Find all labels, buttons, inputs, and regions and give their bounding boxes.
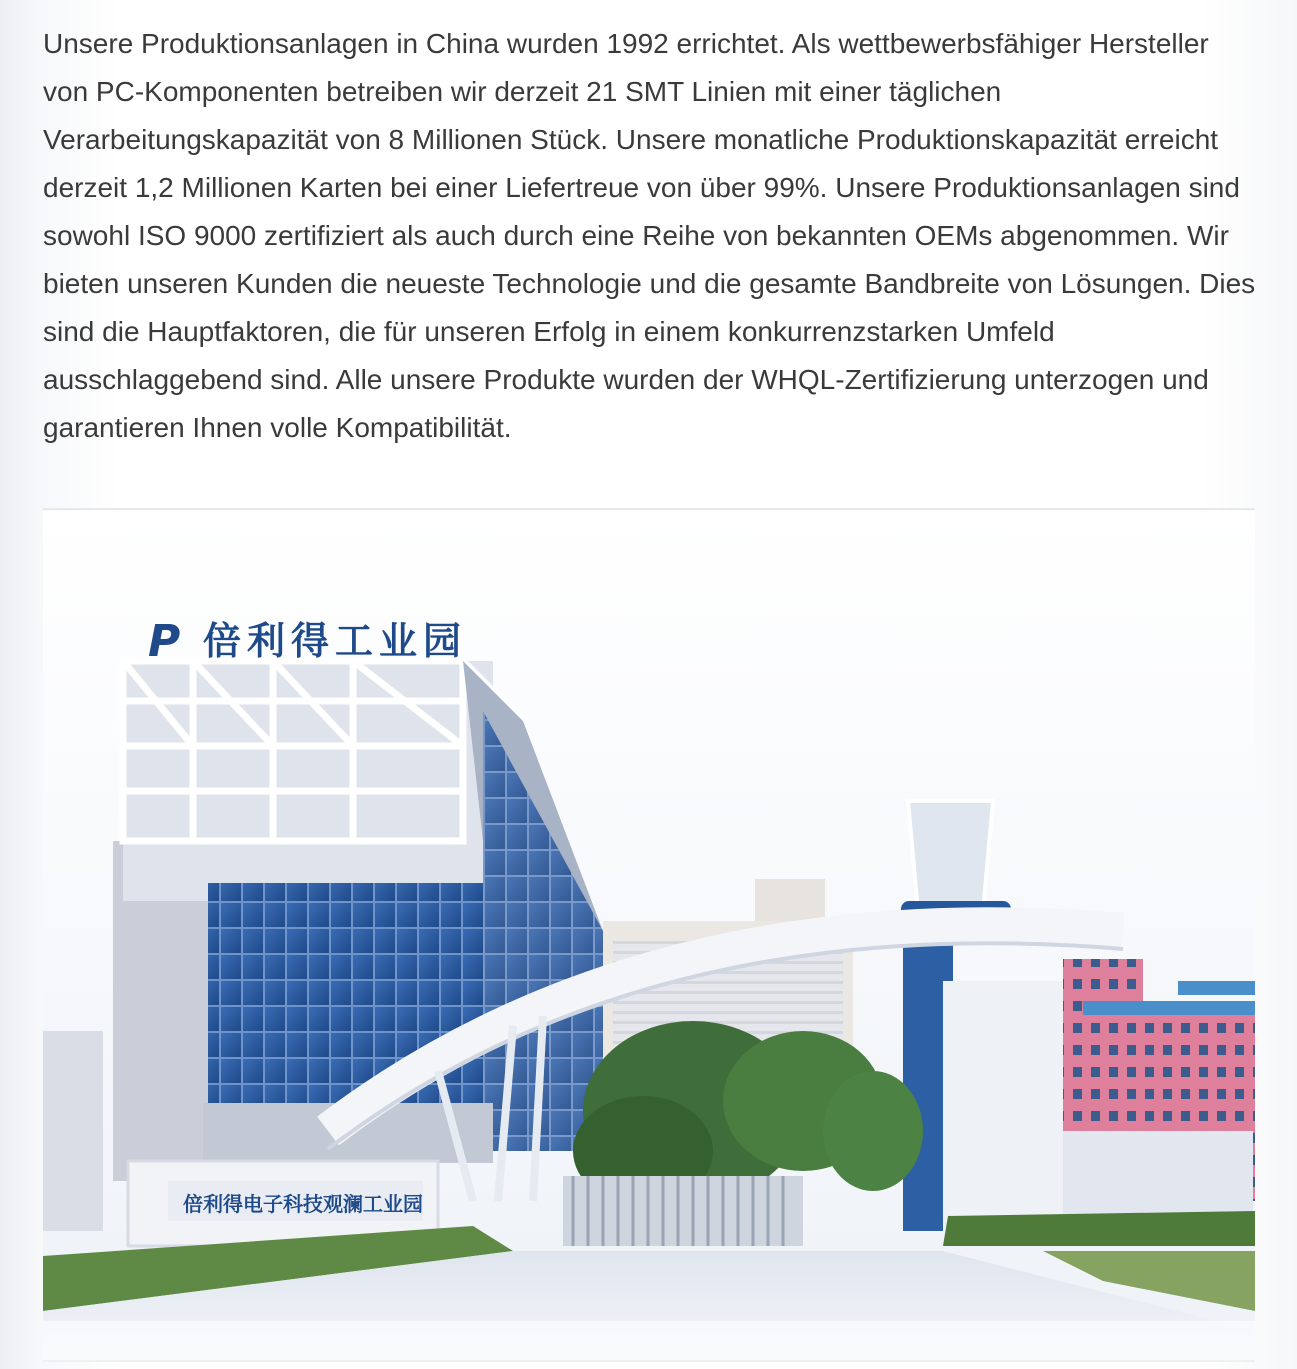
bottom-divider xyxy=(43,1360,1255,1362)
gate-sign: 倍利得电子科技观澜工业园 xyxy=(183,1192,423,1216)
intro-paragraph: Unsere Produktionsanlagen in China wurden 1992 errichtet. Als wettbewerbsfähiger Hersteller von PC-Komponenten betreiben wir derzeit 21 SMT Linien mit einer täglichen Verarbeitungskapazität von 8 Millionen Stück. Unsere monatliche Produktionskapazität erreicht derzeit 1,2 Millionen Karten bei einer Liefertreue von über 99%. Unsere Produktionsanlagen sind sowohl ISO 9000 zertifiziert als auch durch eine Reihe von bekannten OEMs abgenommen. Wir bieten unseren Kunden die neueste Technologie und die gesamte Bandbreite von Lösungen. Dies sind die Hauptfaktoren, die für unseren Erfolg in einem konkurrenzstarken Umfeld ausschlaggebend sind. Alle unsere Produkte wurden der WHQL-Zertifizierung unterzogen und garantieren Ihnen volle Kompatibilität. xyxy=(43,28,1256,443)
white-tower xyxy=(943,981,1063,1231)
roof-sign: 倍利得工业园 xyxy=(203,619,468,663)
section-divider xyxy=(43,508,1255,510)
factory-photo xyxy=(43,511,1255,1361)
hedge-right xyxy=(943,1211,1255,1246)
cone-top xyxy=(908,801,993,911)
left-building xyxy=(43,1031,103,1231)
logo-mark: P xyxy=(148,616,181,667)
